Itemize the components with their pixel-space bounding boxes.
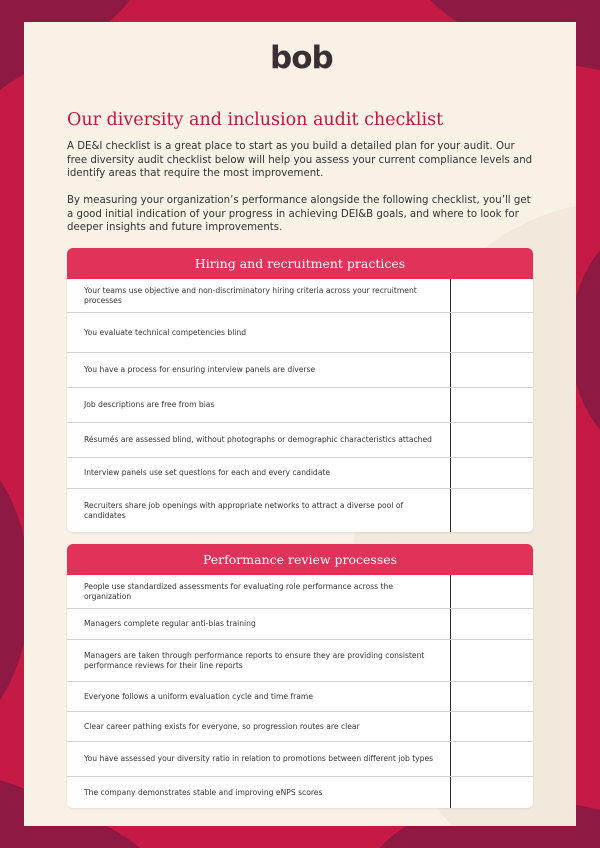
checklist-row — [67, 640, 533, 682]
checklist-item: Recruiters share job openings with appropriate networks to attract a diverse pool of candidates — [84, 501, 404, 520]
checklist-item: Résumés are assessed blind, without photographs or demographic characteristics attached — [84, 435, 432, 445]
intro-paragraph-1: A DE&I checklist is a great place to start as you build a detailed plan for your audit. Our free diversity audit checklist below will help you assess your current compliance levels and identify areas that require the most improvement. — [67, 141, 533, 180]
check-cell[interactable] — [450, 742, 533, 776]
check-cell[interactable] — [450, 423, 533, 457]
checklist-item: Managers are taken through performance reports to ensure they are providing consistent performance reviews for their line reports — [84, 651, 425, 670]
check-cell[interactable] — [450, 575, 533, 608]
check-cell[interactable] — [450, 313, 533, 352]
check-cell[interactable] — [450, 777, 533, 808]
checklist-item: Managers complete regular anti-bias training — [84, 619, 256, 629]
checklist-row — [67, 682, 533, 712]
section-title: Hiring and recruitment practices — [67, 248, 533, 279]
checklist-row — [67, 609, 533, 640]
checklist-row — [67, 742, 533, 777]
check-cell[interactable] — [450, 388, 533, 422]
section-hiring — [67, 248, 533, 532]
checklist-item: Interview panels use set questions for each and every candidate — [84, 468, 331, 478]
check-cell[interactable] — [450, 682, 533, 711]
intro-paragraph-2: By measuring your organization’s performance alongside the following checklist, you’ll get a good initial indication of your progress in achieving DEI&B goals, and where to look for deeper insights and future improvements. — [67, 195, 531, 234]
checklist-item: Your teams use objective and non-discriminatory hiring criteria across your recruitment processes — [84, 286, 417, 305]
checklist-row — [67, 353, 533, 388]
section-title: Performance review processes — [67, 544, 533, 575]
check-cell[interactable] — [450, 353, 533, 387]
checklist-row — [67, 313, 533, 353]
check-cell[interactable] — [450, 712, 533, 741]
check-cell[interactable] — [450, 609, 533, 639]
section-performance — [67, 544, 533, 808]
check-cell[interactable] — [450, 458, 533, 488]
checklist-row — [67, 712, 533, 742]
checklist-item: You evaluate technical competencies blind — [84, 327, 247, 337]
checklist-item: You have a process for ensuring interview panels are diverse — [84, 365, 316, 375]
checklist-row — [67, 489, 533, 532]
checklist-row — [67, 458, 533, 489]
checklist-item: You have assessed your diversity ratio in relation to promotions between different job types — [84, 754, 434, 764]
bob-logo: bob — [270, 40, 333, 76]
check-cell[interactable] — [450, 279, 533, 312]
checklist-item: Clear career pathing exists for everyone, so progression routes are clear — [84, 721, 360, 731]
checklist-item: Everyone follows a uniform evaluation cycle and time frame — [84, 691, 313, 701]
checklist-row — [67, 279, 533, 313]
checklist-item: Job descriptions are free from bias — [84, 400, 215, 410]
checklist-row — [67, 423, 533, 458]
page-title: Our diversity and inclusion audit checklist — [67, 110, 444, 130]
check-cell[interactable] — [450, 640, 533, 681]
checklist-item: People use standardized assessments for evaluating role performance across the organization — [84, 582, 394, 601]
checklist-row — [67, 575, 533, 609]
checklist-row — [67, 777, 533, 808]
checklist-item: The company demonstrates stable and improving eNPS scores — [84, 787, 323, 797]
checklist-page — [24, 22, 576, 826]
checklist-row — [67, 388, 533, 423]
check-cell[interactable] — [450, 489, 533, 532]
